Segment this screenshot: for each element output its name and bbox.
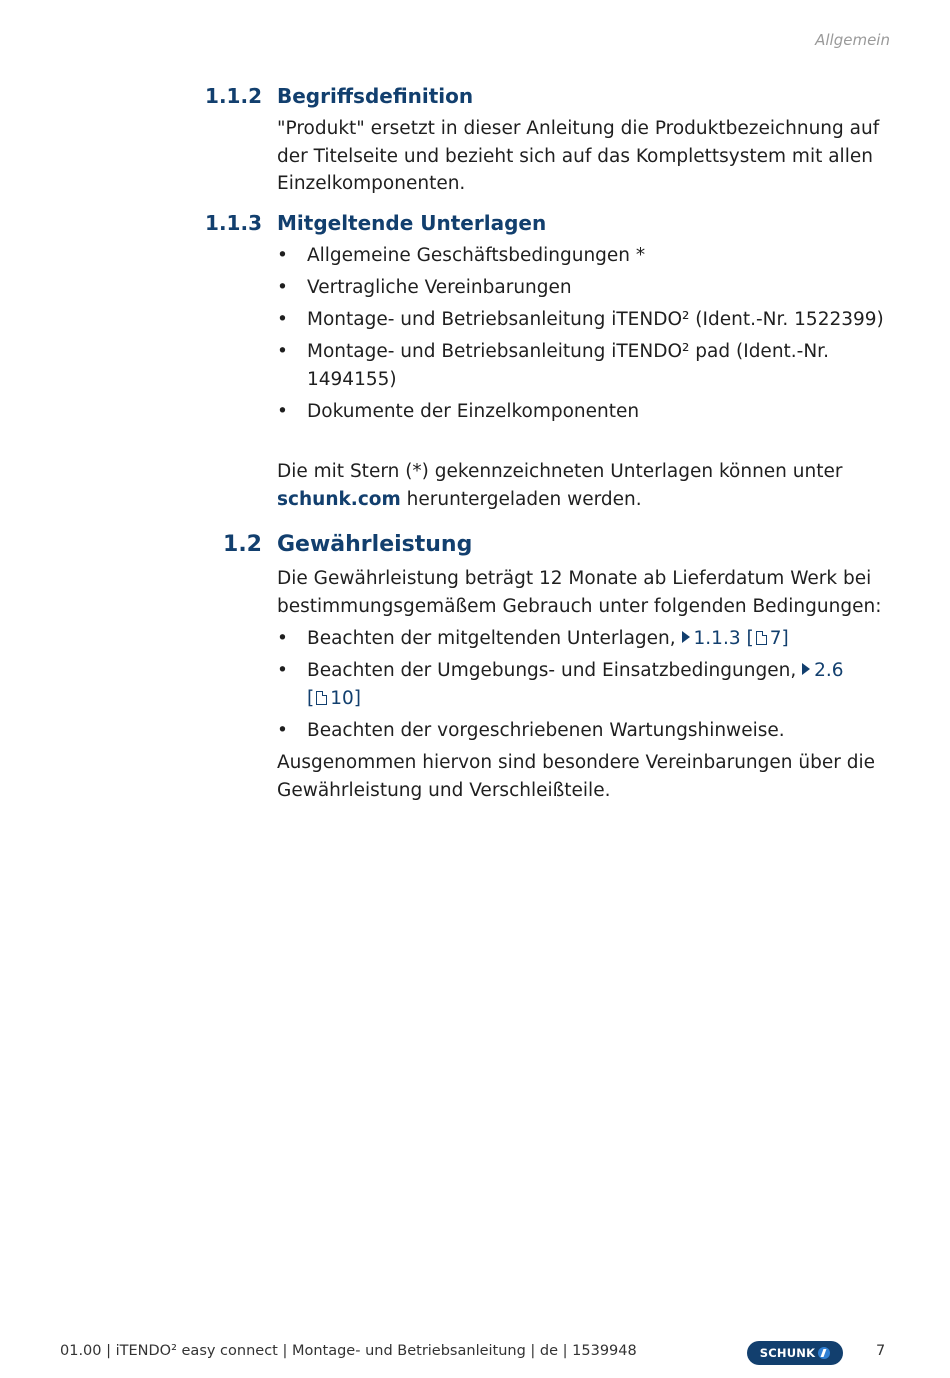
- arrow-right-icon: [682, 631, 690, 643]
- list-item: • Dokumente der Einzelkomponenten: [277, 398, 897, 426]
- running-header: Allgemein: [815, 31, 890, 49]
- list-item: • Montage- und Betriebsanleitung iTENDO² pad (Ident.-Nr. 1494155): [277, 338, 897, 393]
- warranty-outro: Ausgenommen hiervon sind besondere Vereinbarungen über die Gewährleistung und Verschleißteile.: [277, 752, 875, 801]
- arrow-right-icon: [802, 663, 810, 675]
- section-paragraph: "Produkt" ersetzt in dieser Anleitung die Produktbezeichnung auf der Titelseite und bezieht sich auf das Komplettsystem mit allen Einzelkomponenten.: [277, 118, 880, 194]
- section-title: Mitgeltende Unterlagen: [277, 211, 547, 235]
- section-title: Begriffsdefinition: [277, 84, 474, 108]
- condition-text: Beachten der Umgebungs- und Einsatzbedingungen,: [307, 660, 803, 681]
- list-item: [277, 657, 897, 712]
- section-title: Gewährleistung: [277, 532, 473, 557]
- condition-text: Beachten der vorgeschriebenen Wartungshinweise.: [307, 719, 785, 741]
- list-item: • Allgemeine Geschäftsbedingungen *: [277, 242, 897, 270]
- ref-page: 10: [330, 687, 354, 709]
- note-text: heruntergeladen werden.: [400, 488, 642, 510]
- condition-text: Beachten der mitgeltenden Unterlagen,: [307, 628, 682, 649]
- warranty-conditions: [277, 625, 897, 749]
- document-list: [277, 242, 897, 430]
- logo-mark-icon: [818, 1347, 830, 1359]
- footer-document-info: 01.00 | iTENDO² easy connect | Montage- und Betriebsanleitung | de | 1539948: [60, 1343, 637, 1359]
- ref-section: 1.1.3: [693, 628, 741, 649]
- download-note: [277, 458, 897, 513]
- list-item: [277, 717, 897, 745]
- cross-reference-link[interactable]: 1.1.3 [ 7]: [682, 628, 789, 649]
- warranty-intro: Die Gewährleistung beträgt 12 Monate ab Lieferdatum Werk bei bestimmungsgemäßem Gebrauch unter folgenden Bedingungen:: [277, 568, 882, 617]
- cross-reference-page[interactable]: [ 10]: [307, 687, 361, 709]
- section-number: 1.2: [223, 532, 262, 557]
- list-item: • Vertragliche Vereinbarungen: [277, 274, 897, 302]
- schunk-link[interactable]: schunk.com: [277, 488, 401, 510]
- list-item: [277, 625, 897, 653]
- section-number: 1.1.3: [205, 211, 262, 235]
- cross-reference-link[interactable]: [802, 660, 843, 681]
- ref-page: 7: [769, 628, 782, 649]
- page-icon: [756, 631, 767, 645]
- section-number: 1.1.2: [205, 84, 262, 108]
- schunk-logo: [747, 1341, 843, 1365]
- page-number: 7: [876, 1343, 886, 1359]
- list-item: • Montage- und Betriebsanleitung iTENDO² (Ident.-Nr. 1522399): [277, 306, 897, 334]
- ref-section: 2.6: [814, 660, 844, 681]
- page-icon: [316, 691, 327, 705]
- note-text: Die mit Stern (*) gekennzeichneten Unterlagen können unter: [277, 461, 843, 482]
- logo-text: SCHUNK: [759, 1346, 816, 1360]
